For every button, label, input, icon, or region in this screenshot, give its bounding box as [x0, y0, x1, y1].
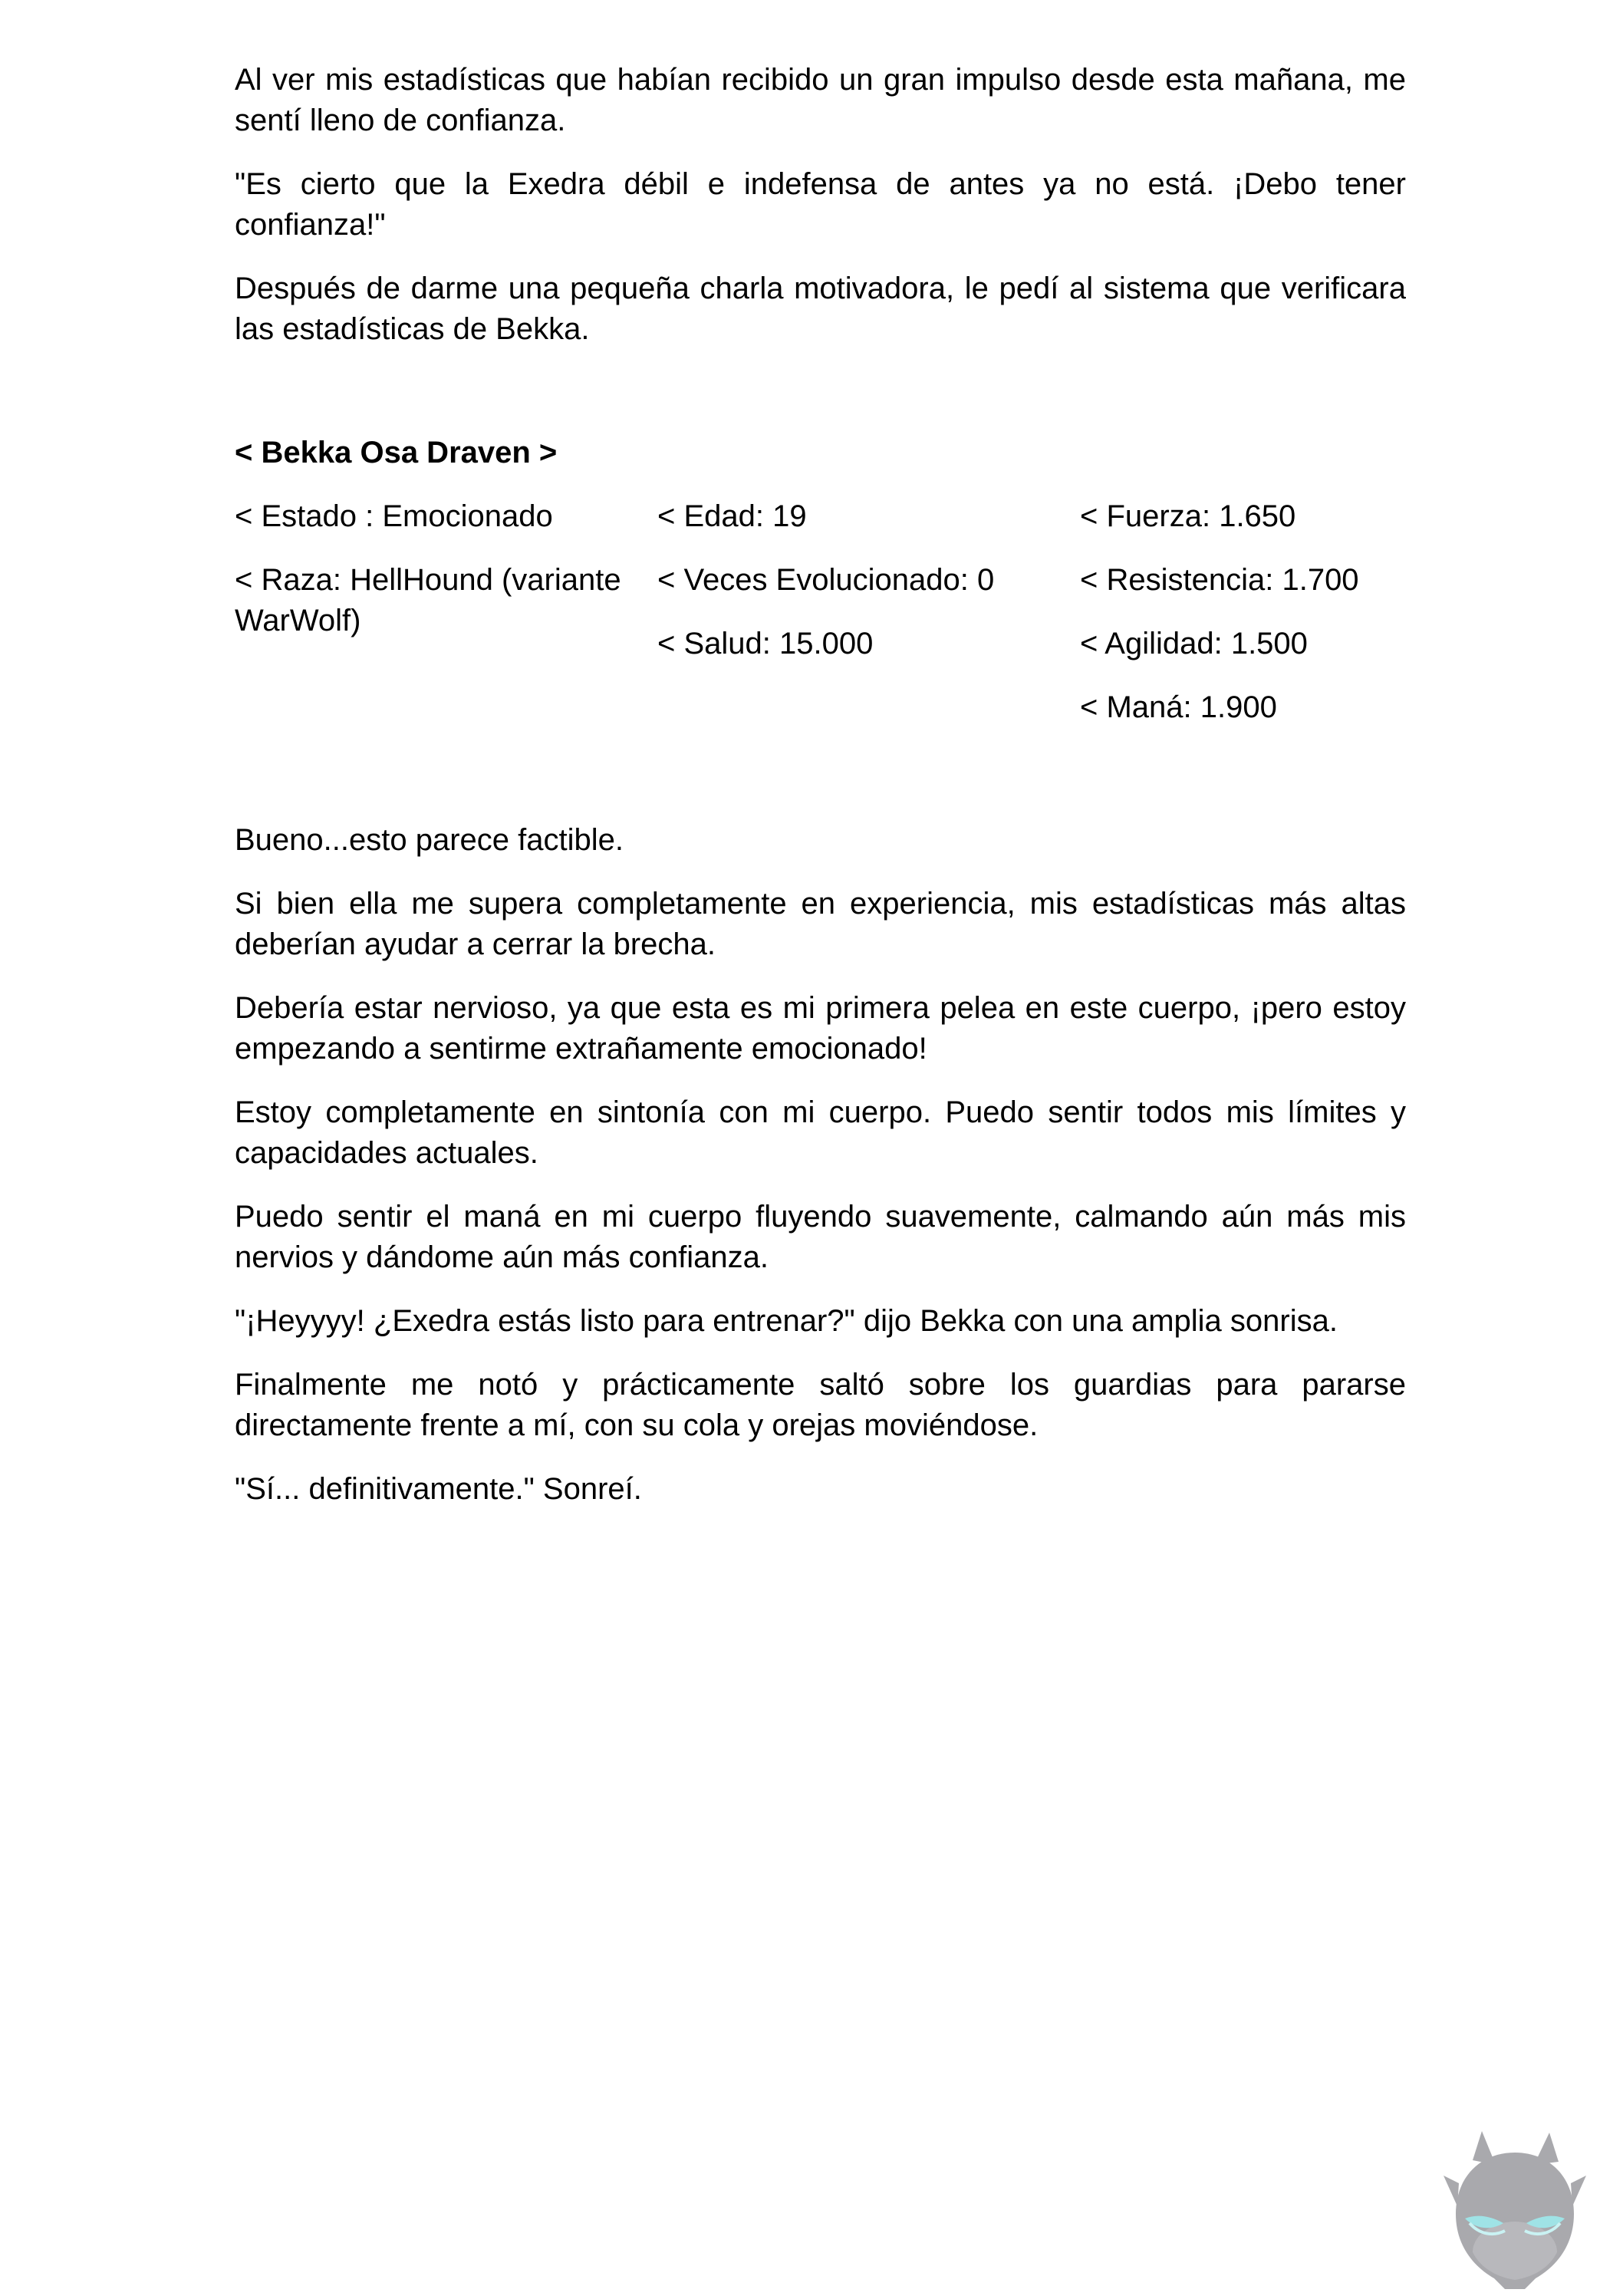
document-page — [235, 60, 1406, 1533]
paragraph: Al ver mis estadísticas que habían recibido un gran impulso desde esta mañana, me sentí lleno de confianza. — [235, 63, 1406, 137]
stat-resistencia: < Resistencia: 1.700 — [1080, 563, 1359, 597]
demon-ear-right — [1571, 2176, 1586, 2206]
stats-column-2 — [657, 496, 1080, 751]
stat-agilidad: < Agilidad: 1.500 — [1080, 627, 1308, 660]
paragraph: Después de darme una pequeña charla motivadora, le pedí al sistema que verificara las estadísticas de Bekka. — [235, 272, 1406, 346]
paragraph: "Es cierto que la Exedra débil e indefensa de antes ya no está. ¡Debo tener confianza!" — [235, 167, 1406, 242]
paragraph: Estoy completamente en sintonía con mi cuerpo. Puedo sentir todos mis límites y capacidades actuales. — [235, 1095, 1406, 1170]
stat-raza: < Raza: HellHound (variante WarWolf) — [235, 563, 621, 637]
paragraph: Si bien ella me supera completamente en experiencia, mis estadísticas más altas deberían ayudar a cerrar la brecha. — [235, 887, 1406, 961]
stat-estado: < Estado : Emocionado — [235, 499, 553, 533]
stats-title: < Bekka Osa Draven > — [235, 436, 558, 469]
demon-ear-left — [1444, 2176, 1459, 2206]
section-spacer — [235, 373, 1406, 433]
demon-head-icon — [1442, 2130, 1588, 2291]
stats-table — [235, 496, 1406, 751]
paragraph: Finalmente me notó y prácticamente saltó sobre los guardias para pararse directamente frente a mí, con su cola y orejas moviéndose. — [235, 1368, 1406, 1442]
stat-mana: < Maná: 1.900 — [1080, 690, 1277, 724]
stat-salud: < Salud: 15.000 — [657, 627, 874, 660]
stats-column-3 — [1080, 496, 1406, 751]
paragraph: Debería estar nervioso, ya que esta es mi primera pelea en este cuerpo, ¡pero estoy empezando a sentirme extrañamente emocionado! — [235, 991, 1406, 1066]
stat-evoluciones: < Veces Evolucionado: 0 — [657, 563, 995, 597]
paragraph: Bueno...esto parece factible. — [235, 823, 624, 857]
stats-column-1 — [235, 496, 657, 751]
paragraph: Puedo sentir el maná en mi cuerpo fluyendo suavemente, calmando aún más mis nervios y dándome aún más confianza. — [235, 1200, 1406, 1274]
stat-edad: < Edad: 19 — [657, 499, 807, 533]
paragraph: "¡Heyyyy! ¿Exedra estás listo para entrenar?" dijo Bekka con una amplia sonrisa. — [235, 1304, 1338, 1338]
section-spacer — [235, 751, 1406, 820]
stat-fuerza: < Fuerza: 1.650 — [1080, 499, 1296, 533]
paragraph: "Sí... definitivamente." Sonreí. — [235, 1472, 642, 1506]
